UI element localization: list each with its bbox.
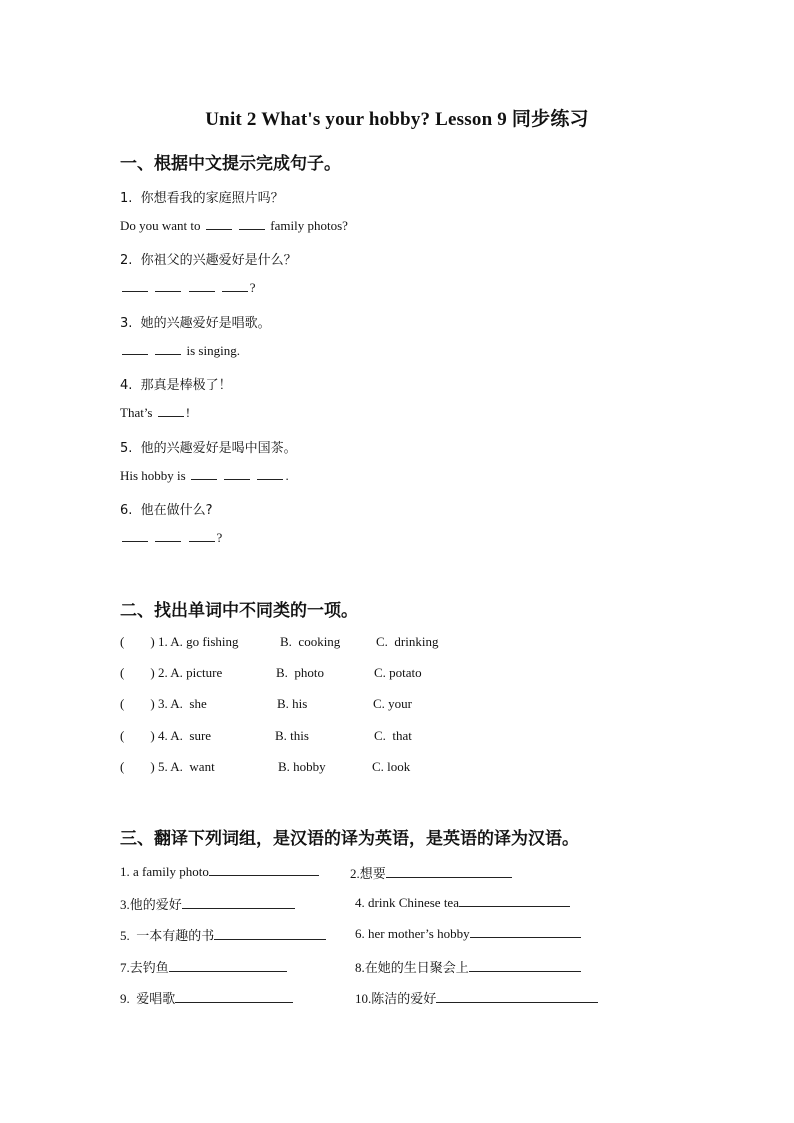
answer-blank[interactable] <box>122 280 148 292</box>
question-5-en <box>120 468 289 484</box>
translate-item-label: 8.在她的生日聚会上 <box>355 960 469 975</box>
translate-item-label: 3.他的爱好 <box>120 897 182 912</box>
answer-blank[interactable] <box>155 343 181 355</box>
translate-item-label: 9. 爱唱歌 <box>120 991 176 1006</box>
section-heading-2: 二、找出单词中不同类的一项。 <box>120 601 358 621</box>
choice-option-c: C. potato <box>374 665 422 680</box>
choice-option-b: B. cooking <box>280 634 341 649</box>
choice-row-2 <box>120 665 540 683</box>
answer-blank[interactable] <box>155 530 181 542</box>
translate-item-label: 4. drink Chinese tea <box>355 895 459 910</box>
answer-blank[interactable] <box>189 280 215 292</box>
answer-blank[interactable] <box>224 468 250 480</box>
question-6-cn: 6. 他在做什么? <box>120 503 213 518</box>
translate-item-label: 1. a family photo <box>120 864 209 879</box>
question-4-en <box>120 405 190 421</box>
choice-row-4 <box>120 728 540 746</box>
question-5-cn: 5. 他的兴趣爱好是喝中国茶。 <box>120 441 297 456</box>
question-5-en-pre: His hobby is <box>120 468 189 483</box>
answer-blank[interactable] <box>257 468 283 480</box>
choice-option-a: 4. A. sure <box>158 728 212 743</box>
answer-blank[interactable] <box>239 218 265 230</box>
choice-option-a: 5. A. want <box>158 759 215 774</box>
translate-item-4 <box>355 894 570 911</box>
answer-blank[interactable] <box>470 925 581 938</box>
question-6-en-post: ? <box>216 530 223 545</box>
question-4-cn: 4. 那真是棒极了！ <box>120 378 232 393</box>
answer-blank[interactable] <box>209 863 319 876</box>
choice-option-b: B. hobby <box>278 759 326 774</box>
choice-option-a: 1. A. go fishing <box>158 634 239 649</box>
page-title: Unit 2 What's your hobby? Lesson 9 同步练习 <box>205 109 589 130</box>
choice-row-5 <box>120 759 540 777</box>
choice-option-b: B. his <box>277 696 308 711</box>
answer-blank[interactable] <box>191 468 217 480</box>
answer-blank[interactable] <box>469 959 581 972</box>
section-heading-1: 一、根据中文提示完成句子。 <box>120 154 341 174</box>
question-2-en-post: ? <box>249 280 256 295</box>
answer-paren[interactable]: ( ) <box>120 728 155 743</box>
choice-option-c: C. look <box>372 759 411 774</box>
translate-item-8 <box>355 957 581 976</box>
question-1-en <box>120 218 348 234</box>
choice-option-a: 2. A. picture <box>158 665 223 680</box>
translate-item-7 <box>120 957 287 976</box>
question-1-cn: 1. 你想看我的家庭照片吗？ <box>120 191 284 206</box>
translate-item-2 <box>350 863 512 882</box>
translate-item-6 <box>355 925 581 942</box>
answer-blank[interactable] <box>122 530 148 542</box>
question-3-cn: 3. 她的兴趣爱好是唱歌。 <box>120 316 271 331</box>
choice-row-3 <box>120 696 540 714</box>
answer-blank[interactable] <box>222 280 248 292</box>
question-5-en-post: . <box>285 468 289 483</box>
answer-blank[interactable] <box>155 280 181 292</box>
answer-blank[interactable] <box>459 894 570 907</box>
choice-option-c: C. your <box>373 696 412 711</box>
translate-item-label: 10.陈洁的爱好 <box>355 991 437 1006</box>
translate-item-label: 2.想要 <box>350 866 386 881</box>
question-4-en-pre: That’s <box>120 405 156 420</box>
question-2-cn: 2. 你祖父的兴趣爱好是什么？ <box>120 253 297 268</box>
answer-blank[interactable] <box>182 896 295 909</box>
answer-blank[interactable] <box>122 343 148 355</box>
question-6-en <box>120 530 222 546</box>
answer-blank[interactable] <box>169 959 287 972</box>
choice-row-1 <box>120 634 540 652</box>
section-heading-3: 三、翻译下列词组，是汉语的译为英语，是英语的译为汉语。 <box>120 829 579 849</box>
question-3-en-post: is singing. <box>183 343 240 358</box>
question-2-en <box>120 280 256 296</box>
choice-option-c: C. drinking <box>376 634 439 649</box>
choice-option-b: B. photo <box>276 665 325 680</box>
question-1-en-pre: Do you want to <box>120 218 204 233</box>
answer-paren[interactable]: ( ) <box>120 696 155 711</box>
translate-item-label: 6. her mother’s hobby <box>355 926 470 941</box>
answer-blank[interactable] <box>436 990 598 1003</box>
translate-item-9 <box>120 988 293 1007</box>
choice-option-c: C. that <box>374 728 412 743</box>
choice-option-b: B. this <box>275 728 309 743</box>
question-1-en-post: family photos? <box>267 218 348 233</box>
answer-blank[interactable] <box>175 990 293 1003</box>
translate-item-label: 5. 一本有趣的书 <box>120 928 215 943</box>
translate-item-5 <box>120 925 326 944</box>
answer-blank[interactable] <box>214 927 326 940</box>
translate-item-10 <box>355 988 598 1007</box>
question-3-en <box>120 343 240 359</box>
answer-blank[interactable] <box>189 530 215 542</box>
answer-paren[interactable]: ( ) <box>120 665 155 680</box>
answer-paren[interactable]: ( ) <box>120 759 155 774</box>
question-4-en-post: ! <box>185 405 191 420</box>
choice-option-a: 3. A. she <box>158 696 207 711</box>
answer-blank[interactable] <box>386 865 512 878</box>
answer-blank[interactable] <box>158 405 184 417</box>
translate-item-label: 7.去钓鱼 <box>120 960 169 975</box>
answer-paren[interactable]: ( ) <box>120 634 155 649</box>
translate-item-3 <box>120 894 295 913</box>
answer-blank[interactable] <box>206 218 232 230</box>
translate-item-1 <box>120 863 319 880</box>
